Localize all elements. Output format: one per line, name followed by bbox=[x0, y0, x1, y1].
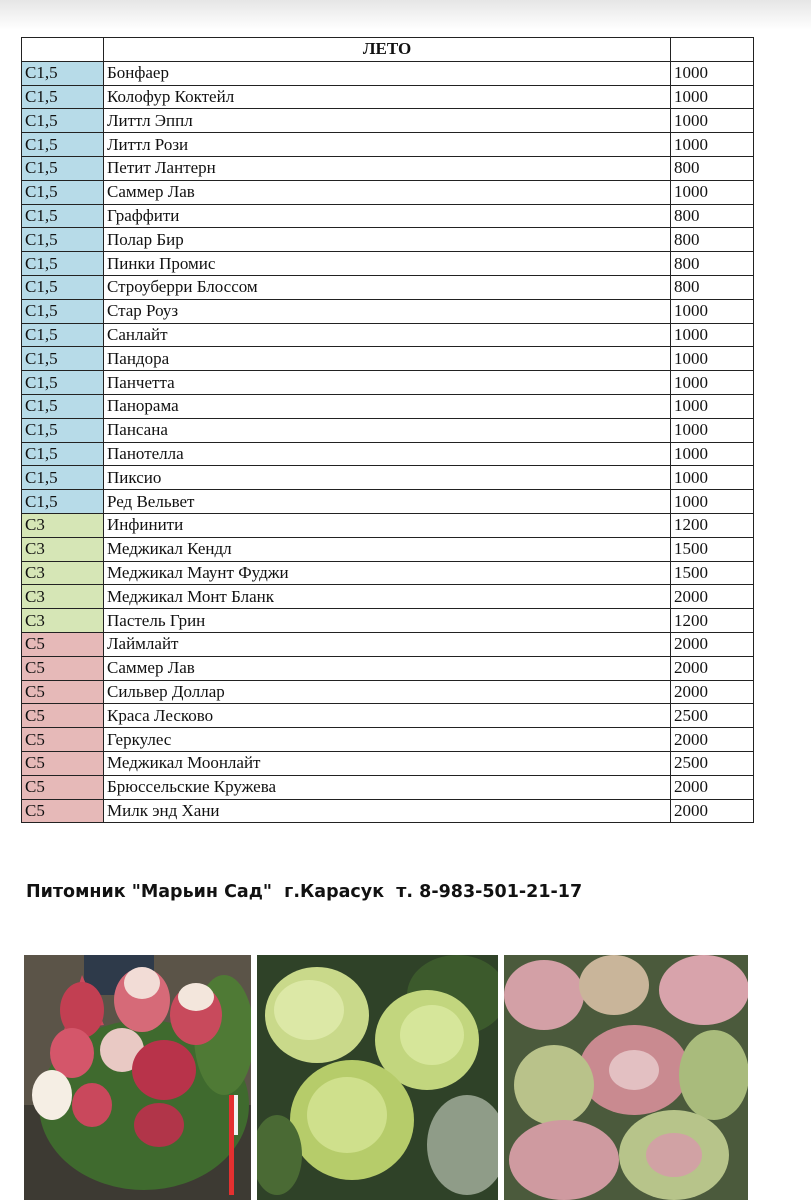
variety-name-cell: Литтл Рози bbox=[104, 133, 671, 157]
variety-name-cell: Панотелла bbox=[104, 442, 671, 466]
header-title: ЛЕТО bbox=[104, 38, 671, 62]
table-row bbox=[22, 585, 754, 609]
price-cell: 800 bbox=[671, 252, 754, 276]
size-cell: С1,5 bbox=[22, 347, 104, 371]
variety-name-cell: Колофур Коктейл bbox=[104, 85, 671, 109]
size-cell: С5 bbox=[22, 704, 104, 728]
price-cell: 1000 bbox=[671, 133, 754, 157]
size-cell: С1,5 bbox=[22, 442, 104, 466]
price-cell: 800 bbox=[671, 275, 754, 299]
price-cell: 1000 bbox=[671, 299, 754, 323]
price-cell: 1000 bbox=[671, 347, 754, 371]
price-cell: 1000 bbox=[671, 323, 754, 347]
footer-contact bbox=[26, 882, 582, 902]
variety-name-cell: Краса Лесково bbox=[104, 704, 671, 728]
top-shadow bbox=[0, 0, 811, 30]
variety-name-cell: Пансана bbox=[104, 418, 671, 442]
table-row bbox=[22, 466, 754, 490]
phone: т. 8-983-501-21-17 bbox=[396, 882, 583, 902]
size-cell: С1,5 bbox=[22, 418, 104, 442]
nursery-name: Питомник "Марьин Сад" bbox=[26, 882, 272, 902]
table-row bbox=[22, 632, 754, 656]
table-row bbox=[22, 61, 754, 85]
variety-name-cell: Меджикал Кендл bbox=[104, 537, 671, 561]
table-row bbox=[22, 656, 754, 680]
price-cell: 1000 bbox=[671, 180, 754, 204]
table-row bbox=[22, 133, 754, 157]
table-row bbox=[22, 299, 754, 323]
table-header-row bbox=[22, 38, 754, 62]
price-cell: 2000 bbox=[671, 585, 754, 609]
variety-name-cell: Лаймлайт bbox=[104, 632, 671, 656]
table-row bbox=[22, 323, 754, 347]
variety-name-cell: Инфинити bbox=[104, 513, 671, 537]
table-row bbox=[22, 394, 754, 418]
header-size-cell bbox=[22, 38, 104, 62]
size-cell: С1,5 bbox=[22, 490, 104, 514]
table-row bbox=[22, 252, 754, 276]
price-cell: 800 bbox=[671, 204, 754, 228]
city: г.Карасук bbox=[284, 882, 385, 902]
table-body bbox=[22, 61, 754, 823]
table-row bbox=[22, 204, 754, 228]
size-cell: С1,5 bbox=[22, 156, 104, 180]
size-cell: С5 bbox=[22, 799, 104, 823]
price-cell: 1500 bbox=[671, 561, 754, 585]
variety-name-cell: Пиксио bbox=[104, 466, 671, 490]
size-cell: С5 bbox=[22, 751, 104, 775]
price-cell: 1000 bbox=[671, 442, 754, 466]
table-row bbox=[22, 109, 754, 133]
size-cell: С1,5 bbox=[22, 299, 104, 323]
price-cell: 1000 bbox=[671, 418, 754, 442]
price-cell: 1000 bbox=[671, 394, 754, 418]
table-row bbox=[22, 513, 754, 537]
price-cell: 1000 bbox=[671, 85, 754, 109]
price-cell: 2000 bbox=[671, 728, 754, 752]
variety-name-cell: Пастель Грин bbox=[104, 609, 671, 633]
table-row bbox=[22, 418, 754, 442]
photo-pink-hydrangea bbox=[504, 955, 748, 1200]
price-cell: 2000 bbox=[671, 799, 754, 823]
size-cell: С1,5 bbox=[22, 252, 104, 276]
price-cell: 1000 bbox=[671, 61, 754, 85]
variety-name-cell: Ред Вельвет bbox=[104, 490, 671, 514]
price-cell: 2000 bbox=[671, 680, 754, 704]
price-cell: 1200 bbox=[671, 513, 754, 537]
variety-name-cell: Брюссельские Кружева bbox=[104, 775, 671, 799]
size-cell: С5 bbox=[22, 656, 104, 680]
size-cell: С1,5 bbox=[22, 466, 104, 490]
price-cell: 800 bbox=[671, 156, 754, 180]
size-cell: С5 bbox=[22, 632, 104, 656]
price-cell: 1000 bbox=[671, 466, 754, 490]
table-row bbox=[22, 275, 754, 299]
variety-name-cell: Полар Бир bbox=[104, 228, 671, 252]
price-table bbox=[21, 37, 754, 823]
table-row bbox=[22, 799, 754, 823]
table-row bbox=[22, 609, 754, 633]
size-cell: С1,5 bbox=[22, 394, 104, 418]
price-cell: 800 bbox=[671, 228, 754, 252]
table-row bbox=[22, 728, 754, 752]
table-row bbox=[22, 704, 754, 728]
size-cell: С1,5 bbox=[22, 204, 104, 228]
table-row bbox=[22, 537, 754, 561]
size-cell: С1,5 bbox=[22, 228, 104, 252]
price-cell: 2000 bbox=[671, 656, 754, 680]
variety-name-cell: Милк энд Хани bbox=[104, 799, 671, 823]
price-cell: 2000 bbox=[671, 632, 754, 656]
variety-name-cell: Строуберри Блоссом bbox=[104, 275, 671, 299]
price-cell: 2500 bbox=[671, 704, 754, 728]
variety-name-cell: Граффити bbox=[104, 204, 671, 228]
table-row bbox=[22, 85, 754, 109]
size-cell: С3 bbox=[22, 537, 104, 561]
size-cell: С5 bbox=[22, 775, 104, 799]
size-cell: С1,5 bbox=[22, 180, 104, 204]
variety-name-cell: Санлайт bbox=[104, 323, 671, 347]
table-row bbox=[22, 228, 754, 252]
size-cell: С5 bbox=[22, 680, 104, 704]
variety-name-cell: Меджикал Моонлайт bbox=[104, 751, 671, 775]
variety-name-cell: Саммер Лав bbox=[104, 180, 671, 204]
table-row bbox=[22, 347, 754, 371]
table-row bbox=[22, 490, 754, 514]
size-cell: С3 bbox=[22, 561, 104, 585]
table-row bbox=[22, 180, 754, 204]
price-cell: 1500 bbox=[671, 537, 754, 561]
size-cell: С1,5 bbox=[22, 61, 104, 85]
variety-name-cell: Сильвер Доллар bbox=[104, 680, 671, 704]
table-row bbox=[22, 442, 754, 466]
variety-name-cell: Меджикал Маунт Фуджи bbox=[104, 561, 671, 585]
price-cell: 2500 bbox=[671, 751, 754, 775]
size-cell: С1,5 bbox=[22, 85, 104, 109]
variety-name-cell: Саммер Лав bbox=[104, 656, 671, 680]
header-price-cell bbox=[671, 38, 754, 62]
variety-name-cell: Литтл Эппл bbox=[104, 109, 671, 133]
size-cell: С5 bbox=[22, 728, 104, 752]
table-row bbox=[22, 751, 754, 775]
variety-name-cell: Панорама bbox=[104, 394, 671, 418]
table-row bbox=[22, 680, 754, 704]
size-cell: С1,5 bbox=[22, 371, 104, 395]
photo-green-hydrangea bbox=[257, 955, 498, 1200]
size-cell: С3 bbox=[22, 513, 104, 537]
size-cell: С1,5 bbox=[22, 275, 104, 299]
table-row bbox=[22, 371, 754, 395]
price-cell: 1000 bbox=[671, 490, 754, 514]
price-cell: 2000 bbox=[671, 775, 754, 799]
price-cell: 1000 bbox=[671, 371, 754, 395]
size-cell: С1,5 bbox=[22, 323, 104, 347]
table-row bbox=[22, 156, 754, 180]
variety-name-cell: Панчетта bbox=[104, 371, 671, 395]
size-cell: С3 bbox=[22, 585, 104, 609]
variety-name-cell: Меджикал Монт Бланк bbox=[104, 585, 671, 609]
photo-red-hydrangea bbox=[24, 955, 251, 1200]
variety-name-cell: Пинки Промис bbox=[104, 252, 671, 276]
variety-name-cell: Стар Роуз bbox=[104, 299, 671, 323]
variety-name-cell: Пандора bbox=[104, 347, 671, 371]
size-cell: С1,5 bbox=[22, 133, 104, 157]
table-row bbox=[22, 561, 754, 585]
variety-name-cell: Геркулес bbox=[104, 728, 671, 752]
price-cell: 1200 bbox=[671, 609, 754, 633]
variety-name-cell: Бонфаер bbox=[104, 61, 671, 85]
price-cell: 1000 bbox=[671, 109, 754, 133]
size-cell: С1,5 bbox=[22, 109, 104, 133]
size-cell: С3 bbox=[22, 609, 104, 633]
variety-name-cell: Петит Лантерн bbox=[104, 156, 671, 180]
table-row bbox=[22, 775, 754, 799]
